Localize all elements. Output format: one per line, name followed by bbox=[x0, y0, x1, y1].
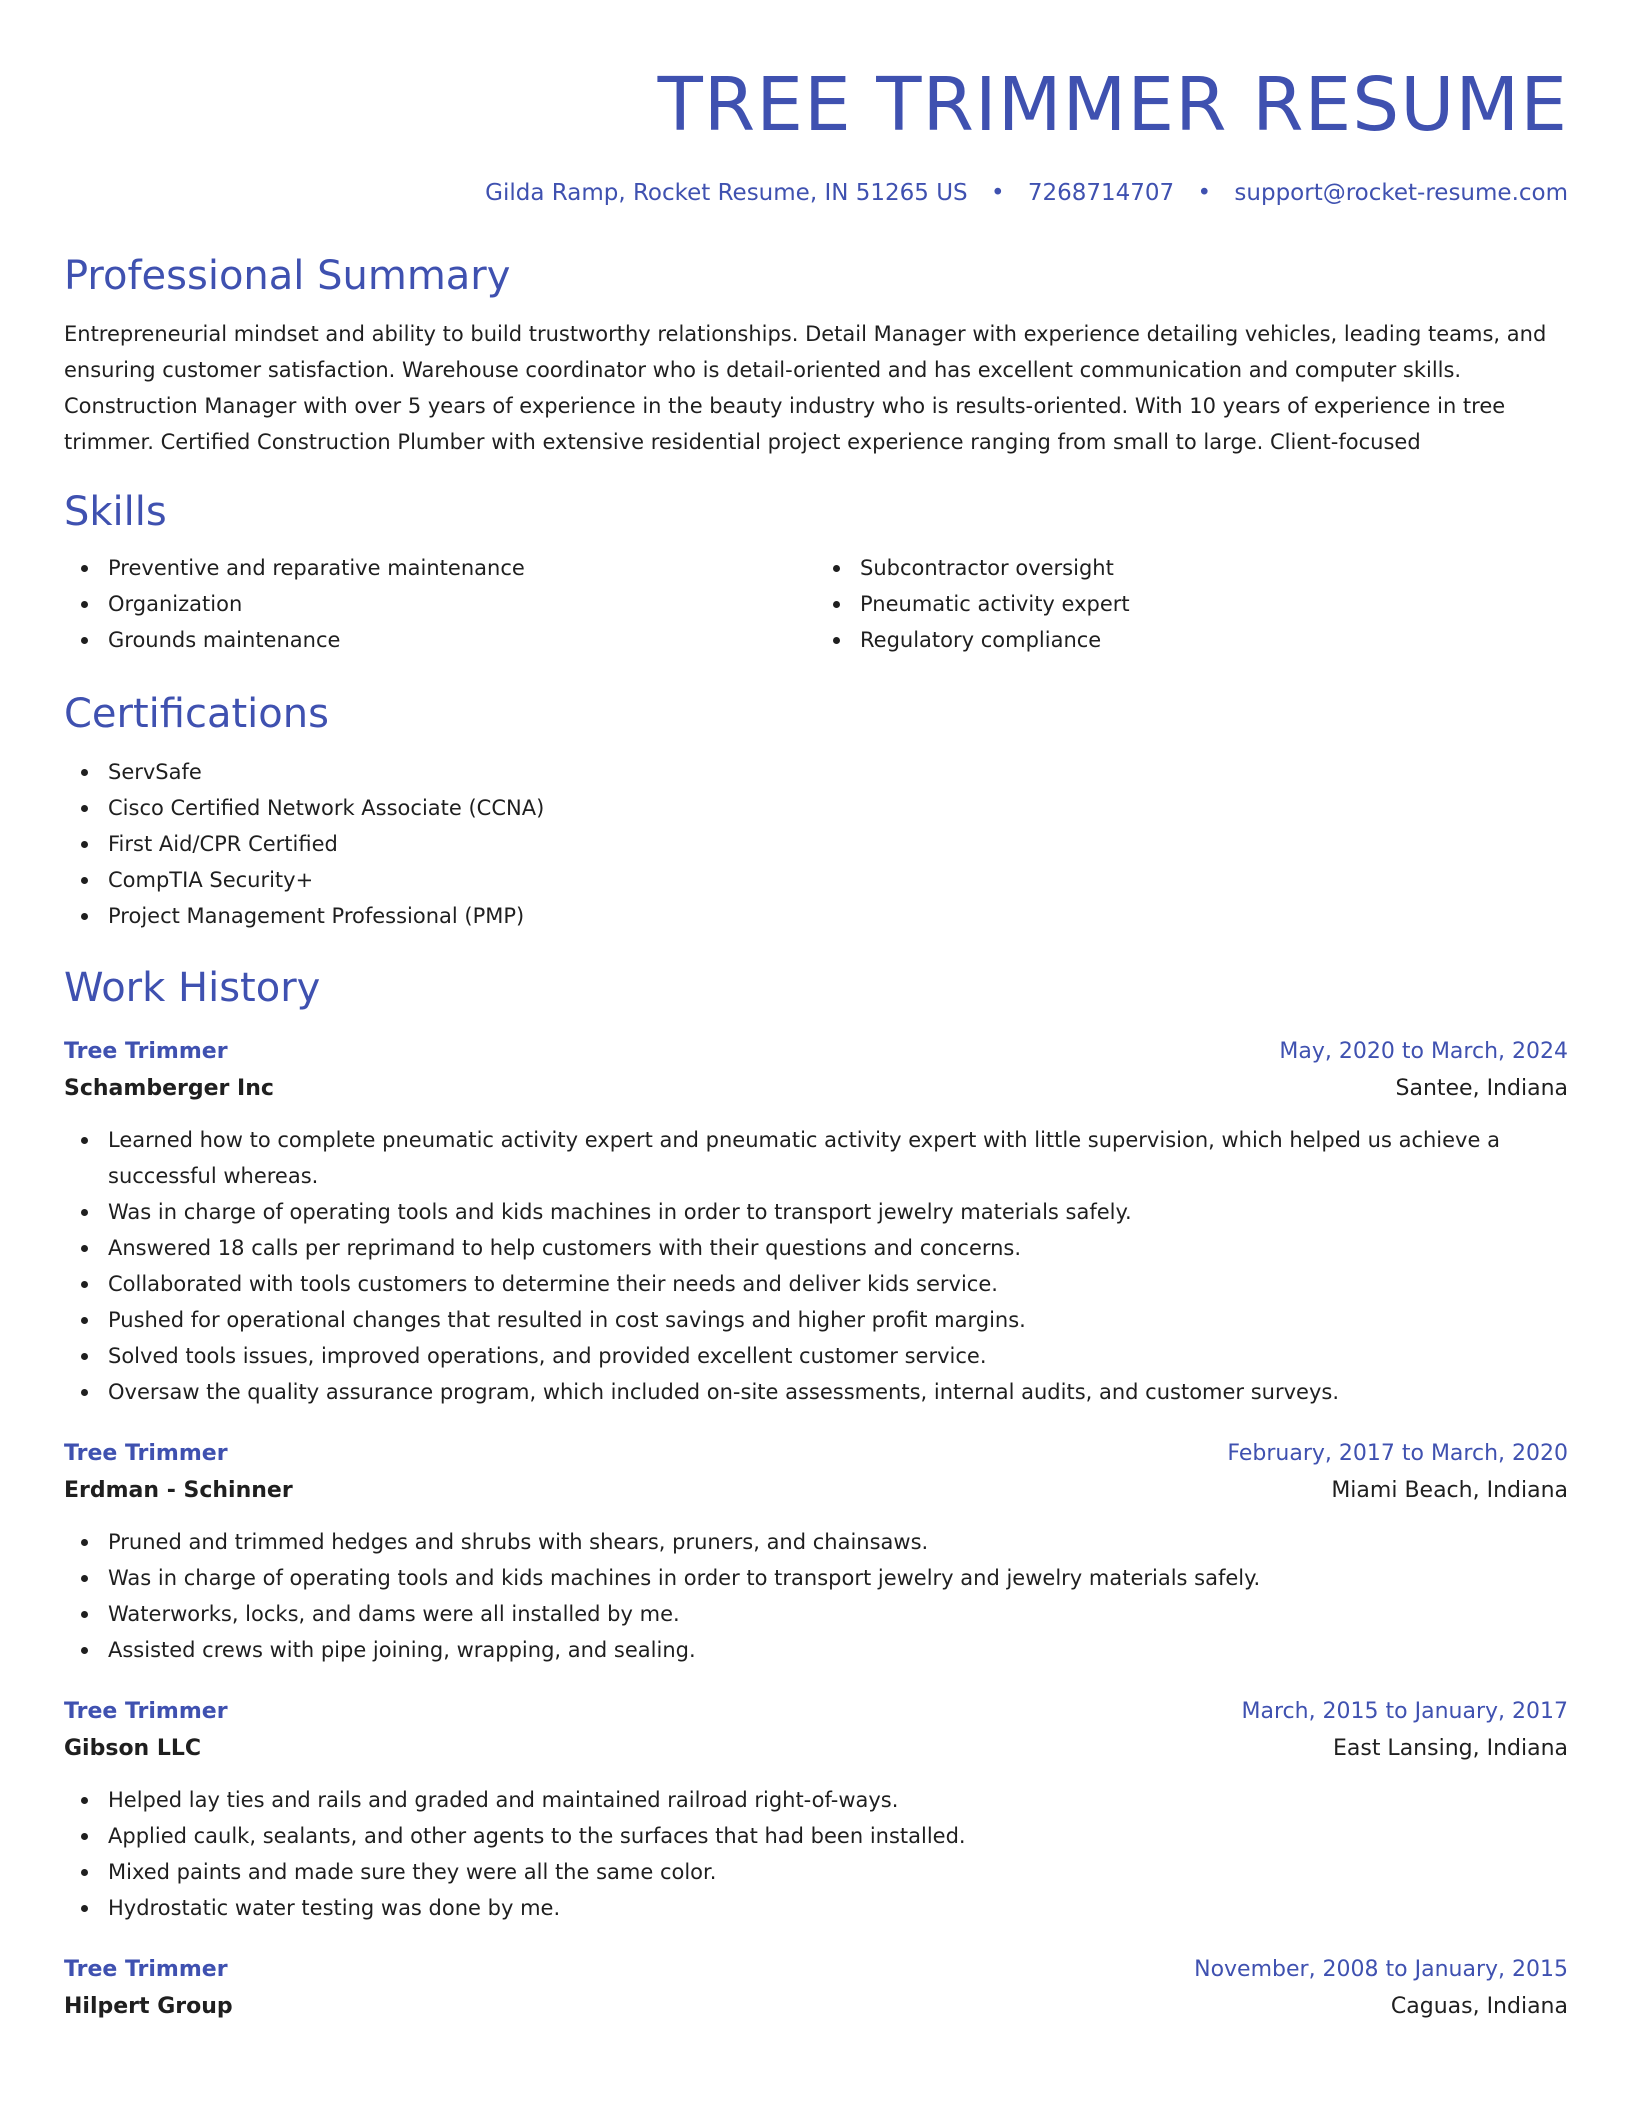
work-history-heading: Work History bbox=[64, 965, 321, 1011]
skills-columns bbox=[64, 550, 1568, 658]
skill-item: Organization bbox=[64, 586, 816, 622]
job-company: Schamberger Inc bbox=[64, 1076, 274, 1101]
job-entry bbox=[64, 1034, 1568, 1410]
contact-phone: 7268714707 bbox=[1027, 180, 1175, 206]
job-company-row bbox=[64, 1988, 1568, 2026]
skill-item: Regulatory compliance bbox=[816, 622, 1568, 658]
skill-item: Pneumatic activity expert bbox=[816, 586, 1568, 622]
skill-item: Preventive and reparative maintenance bbox=[64, 550, 816, 586]
skills-right-column bbox=[816, 550, 1568, 658]
certification-item: Cisco Certified Network Associate (CCNA) bbox=[64, 790, 1568, 826]
job-dates: March, 2015 to January, 2017 bbox=[1241, 1699, 1568, 1724]
contact-line bbox=[64, 176, 1568, 210]
job-dates: May, 2020 to March, 2024 bbox=[1279, 1039, 1568, 1064]
job-bullet: Oversaw the quality assurance program, which included on-site assessments, internal audits, and customer surveys. bbox=[64, 1374, 1568, 1410]
job-title-row bbox=[64, 1952, 1568, 1988]
job-bullet: Was in charge of operating tools and kids machines in order to transport jewelry and jewelry materials safely. bbox=[64, 1560, 1568, 1596]
skills-section bbox=[64, 486, 1568, 658]
summary-heading: Professional Summary bbox=[64, 253, 511, 299]
job-bullet: Helped lay ties and rails and graded and maintained railroad right-of-ways. bbox=[64, 1782, 1568, 1818]
certifications-heading: Certifications bbox=[64, 691, 329, 737]
job-bullet: Collaborated with tools customers to determine their needs and deliver kids service. bbox=[64, 1266, 1568, 1302]
summary-section bbox=[64, 250, 1568, 460]
job-entry bbox=[64, 1952, 1568, 2026]
job-dates: November, 2008 to January, 2015 bbox=[1194, 1957, 1568, 1982]
certification-item: Project Management Professional (PMP) bbox=[64, 898, 1568, 934]
certification-item: CompTIA Security+ bbox=[64, 862, 1568, 898]
job-company-row bbox=[64, 1070, 1568, 1108]
resume-title: TREE TRIMMER RESUME bbox=[657, 62, 1568, 148]
skill-item: Grounds maintenance bbox=[64, 622, 816, 658]
summary-text: Entrepreneurial mindset and ability to build trustworthy relationships. Detail Manager with experience detailing vehicles, leading teams, and ensuring customer satisfaction. Warehouse coordinator who is detail-oriented and has excellent communication and computer skills. Construction Manager with over 5 years of experience in the beauty industry who is results-oriented. With 10 years of experience in tree trimmer. Certified Construction Plumber with extensive residential project experience ranging from small to large. Client-focused bbox=[64, 322, 1547, 454]
job-location: Caguas, Indiana bbox=[1390, 1994, 1568, 2019]
job-title: Tree Trimmer bbox=[64, 1957, 228, 1982]
job-bullet: Solved tools issues, improved operations, and provided excellent customer service. bbox=[64, 1338, 1568, 1374]
job-bullet: Pruned and trimmed hedges and shrubs with shears, pruners, and chainsaws. bbox=[64, 1524, 1568, 1560]
job-bullet: Answered 18 calls per reprimand to help customers with their questions and concerns. bbox=[64, 1230, 1568, 1266]
job-title: Tree Trimmer bbox=[64, 1699, 228, 1724]
skill-item: Subcontractor oversight bbox=[816, 550, 1568, 586]
contact-separator: • bbox=[990, 180, 1005, 206]
job-company: Erdman - Schinner bbox=[64, 1478, 293, 1503]
contact-address: Gilda Ramp, Rocket Resume, IN 51265 US bbox=[485, 180, 968, 206]
job-bullet: Pushed for operational changes that resulted in cost savings and higher profit margins. bbox=[64, 1302, 1568, 1338]
job-bullets bbox=[64, 1122, 1568, 1410]
job-dates: February, 2017 to March, 2020 bbox=[1227, 1441, 1568, 1466]
job-title-row bbox=[64, 1034, 1568, 1070]
job-title-row bbox=[64, 1436, 1568, 1472]
job-location: Santee, Indiana bbox=[1395, 1076, 1568, 1101]
job-company-row bbox=[64, 1472, 1568, 1510]
job-bullets bbox=[64, 1782, 1568, 1926]
contact-separator: • bbox=[1197, 180, 1212, 206]
skills-left-column bbox=[64, 550, 816, 658]
job-bullet: Applied caulk, sealants, and other agents to the surfaces that had been installed. bbox=[64, 1818, 1568, 1854]
job-bullet: Waterworks, locks, and dams were all installed by me. bbox=[64, 1596, 1568, 1632]
job-bullet: Was in charge of operating tools and kids machines in order to transport jewelry materials safely. bbox=[64, 1194, 1568, 1230]
job-entry bbox=[64, 1694, 1568, 1926]
job-company: Hilpert Group bbox=[64, 1994, 233, 2019]
job-bullets bbox=[64, 1524, 1568, 1668]
certification-item: ServSafe bbox=[64, 754, 1568, 790]
certifications-list bbox=[64, 754, 1568, 934]
job-company: Gibson LLC bbox=[64, 1736, 202, 1761]
job-bullet: Learned how to complete pneumatic activity expert and pneumatic activity expert with little supervision, which helped us achieve a successful whereas. bbox=[64, 1122, 1568, 1194]
certifications-section bbox=[64, 688, 1568, 934]
job-title-row bbox=[64, 1694, 1568, 1730]
certification-item: First Aid/CPR Certified bbox=[64, 826, 1568, 862]
job-title: Tree Trimmer bbox=[64, 1039, 228, 1064]
job-entry bbox=[64, 1436, 1568, 1668]
job-bullet: Assisted crews with pipe joining, wrapping, and sealing. bbox=[64, 1632, 1568, 1668]
skills-heading: Skills bbox=[64, 489, 167, 535]
job-bullet: Hydrostatic water testing was done by me. bbox=[64, 1890, 1568, 1926]
job-location: East Lansing, Indiana bbox=[1332, 1736, 1568, 1761]
job-company-row bbox=[64, 1730, 1568, 1768]
job-title: Tree Trimmer bbox=[64, 1441, 228, 1466]
work-history-section bbox=[64, 962, 1568, 2026]
job-bullet: Mixed paints and made sure they were all the same color. bbox=[64, 1854, 1568, 1890]
resume-header bbox=[64, 0, 1568, 210]
job-location: Miami Beach, Indiana bbox=[1331, 1478, 1568, 1503]
contact-email: support@rocket-resume.com bbox=[1234, 180, 1568, 206]
